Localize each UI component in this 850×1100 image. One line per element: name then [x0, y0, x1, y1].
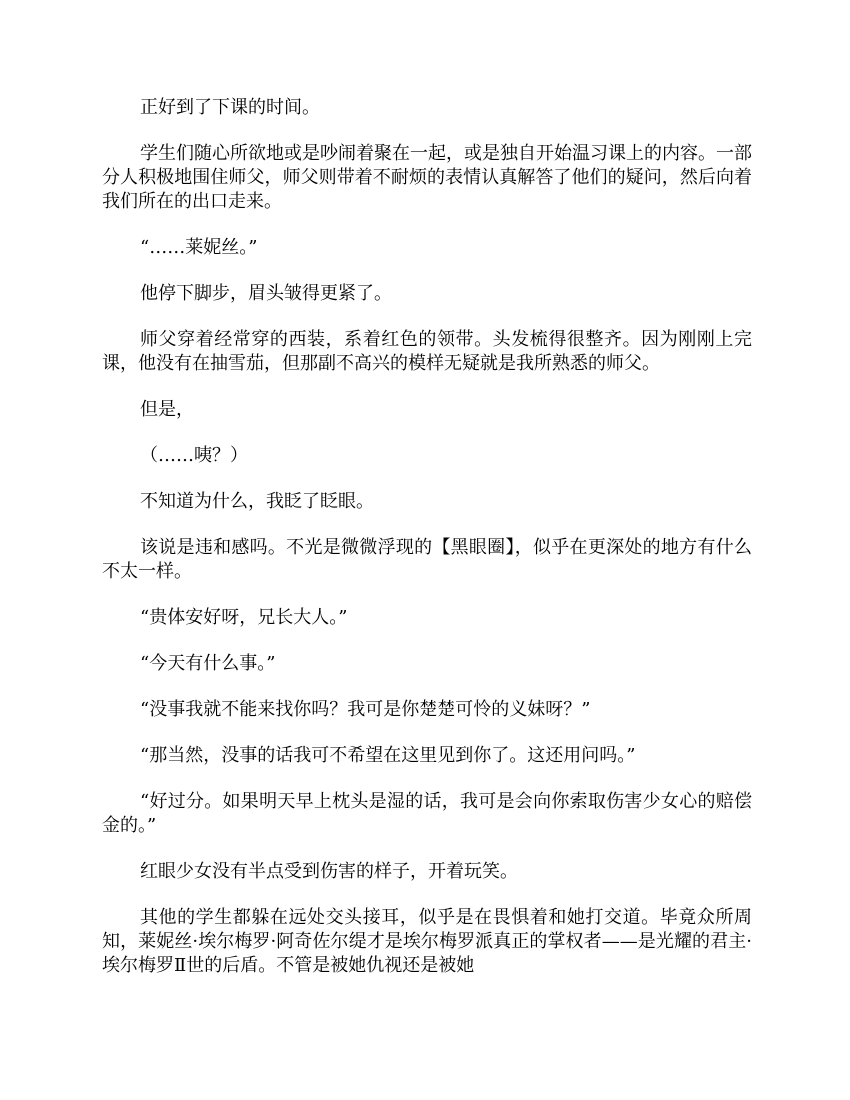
paragraph: “那当然，没事的话我可不希望在这里见到你了。这还用问吗。” — [140, 745, 636, 766]
paragraph: 师父穿着经常穿的西装，系着红色的领带。头发梳得很整齐。因为刚刚上完课，他没有在抽雪茄，但那副不高兴的模样无疑就是我所熟悉的师父。 — [102, 329, 752, 374]
paragraph: “……莱妮丝。” — [140, 237, 258, 258]
document-body — [102, 96, 752, 1000]
paragraph: 正好到了下课的时间。 — [140, 97, 320, 118]
paragraph: 该说是违和感吗。不光是微微浮现的【黑眼圈】，似乎在更深处的地方有什么不太一样。 — [102, 537, 752, 582]
paragraph: 其他的学生都躲在远处交头接耳，似乎是在畏惧着和她打交道。毕竟众所周知，莱妮丝·埃尔梅罗·阿奇佐尔缇才是埃尔梅罗派真正的掌权者——是光耀的君主·埃尔梅罗Ⅱ世的后盾。不管是被她仇视还是被她 — [102, 907, 752, 976]
paragraph: “没事我就不能来找你吗？我可是你楚楚可怜的义妹呀？” — [140, 699, 591, 720]
paragraph: “贵体安好呀，兄长大人。” — [140, 607, 348, 628]
paragraph: “今天有什么事。” — [140, 653, 276, 674]
paragraph: 红眼少女没有半点受到伤害的样子，开着玩笑。 — [140, 861, 518, 882]
paragraph: 不知道为什么，我眨了眨眼。 — [140, 491, 374, 512]
paragraph: 学生们随心所欲地或是吵闹着聚在一起，或是独自开始温习课上的内容。一部分人积极地围住师父，师父则带着不耐烦的表情认真解答了他们的疑问，然后向着我们所在的出口走来。 — [102, 143, 752, 212]
paragraph: 他停下脚步，眉头皱得更紧了。 — [140, 283, 392, 304]
paragraph: 但是， — [140, 399, 194, 420]
paragraph: “好过分。如果明天早上枕头是湿的话，我可是会向你索取伤害少女心的赔偿金的。” — [102, 791, 752, 836]
paragraph: （……咦？） — [140, 445, 248, 466]
